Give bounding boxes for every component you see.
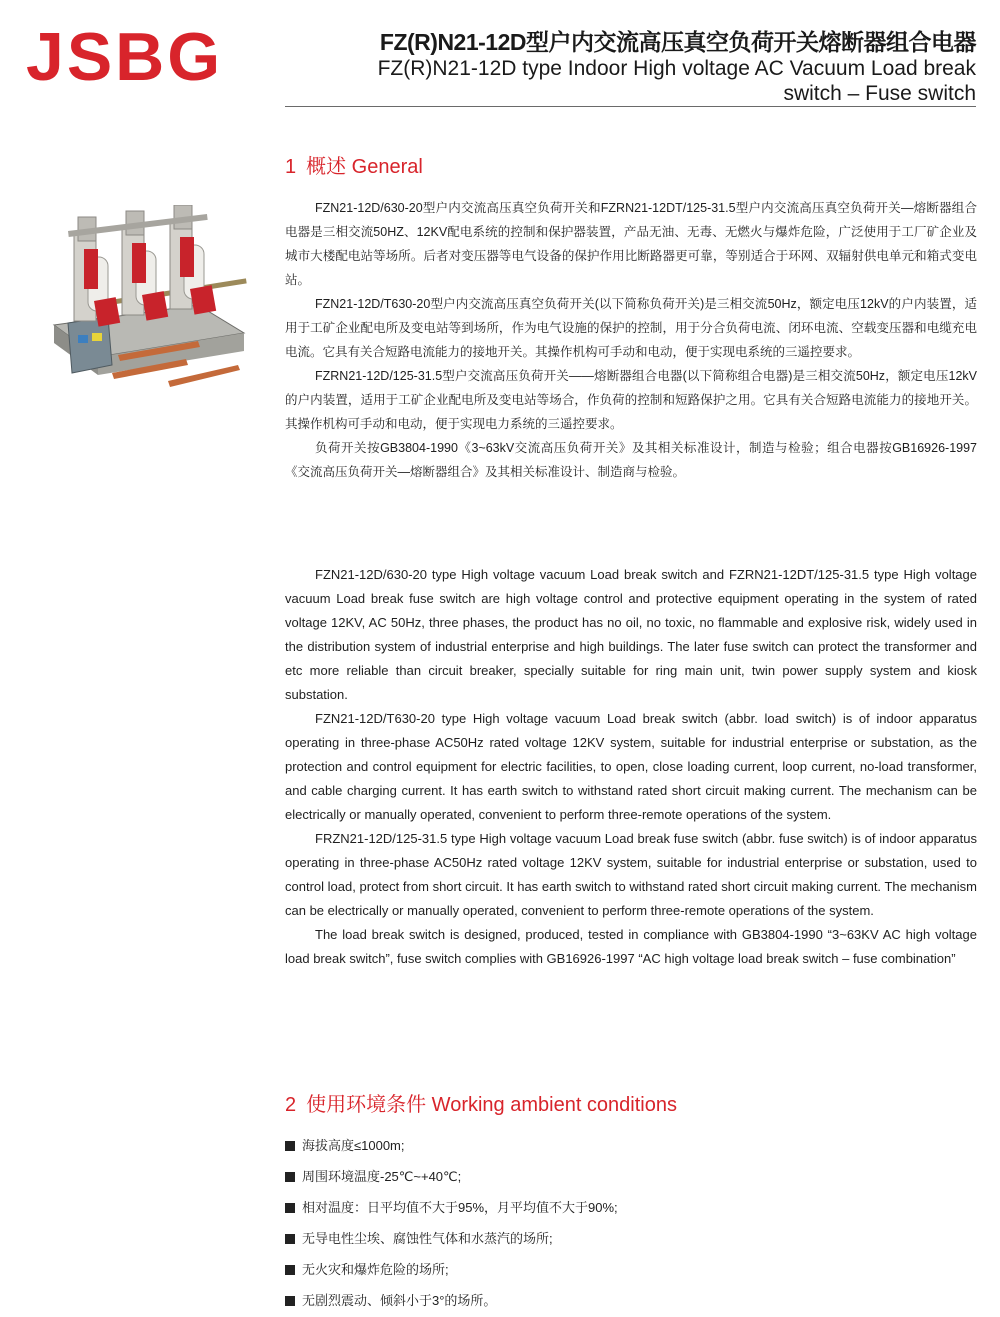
condition-text: 无导电性尘埃、腐蚀性气体和水蒸汽的场所; (302, 1231, 553, 1246)
condition-text: 相对温度：日平均值不大于95%，月平均值不大于90%; (302, 1200, 618, 1215)
square-bullet-icon (285, 1172, 295, 1182)
section-1-title: 概述 General (306, 156, 423, 178)
section-general (285, 154, 977, 180)
list-item (285, 1285, 977, 1316)
brand-logo: JSBG (26, 19, 224, 95)
title-english-line2: switch – Fuse switch (783, 82, 976, 105)
title-english-line1: FZ(R)N21-12D type Indoor High voltage AC Vacuum Load break (377, 57, 976, 80)
condition-text: 周围环境温度-25℃~+40℃; (302, 1169, 462, 1184)
paragraph-en: FZN21-12D/630-20 type High voltage vacuum Load break switch and FZRN21-12DT/125-31.5 type High voltage vacuum Load break fuse switch are high voltage control and protective equipment operating in the system of rated voltage 12KV, AC 50Hz, three phases, the product has no oil, no toxic, no flammable and explosive risk, widely used in the distribution system of industrial enterprise and high buildings. The later fuse switch can protect the transformer and etc more reliable than circuit breaker, specially suitable for ring main unit, twin power supply system and kiosk substation. (285, 567, 977, 702)
header-divider (285, 106, 976, 107)
paragraph-cn: 负荷开关按GB3804-1990《3~63kV交流高压负荷开关》及其相关标准设计，制造与检验；组合电器按GB16926-1997《交流高压负荷开关—熔断器组合》及其相关标准设计、制造商与检验。 (285, 441, 977, 479)
list-item (285, 1254, 977, 1285)
list-item (285, 1223, 977, 1254)
title-chinese: FZ(R)N21-12D型户内交流高压真空负荷开关熔断器组合电器 (379, 29, 976, 55)
section-2-heading (285, 1092, 977, 1118)
paragraph-cn: FZN21-12D/630-20型户内交流高压真空负荷开关和FZRN21-12DT/125-31.5型户内交流高压真空负荷开关—熔断器组合电器是三相交流50HZ、12KV配电系统的控制和保护器装置，产品无油、无毒、无燃火与爆炸危险，广泛使用于工厂矿企业及城市大楼配电站等场所。后者对变压器等电气设备的保护作用比断路器更可靠，等别适合于环网、双辐射供电单元和箱式变电站。 (285, 201, 977, 287)
product-photo (48, 205, 248, 397)
square-bullet-icon (285, 1234, 295, 1244)
square-bullet-icon (285, 1203, 295, 1213)
list-item (285, 1192, 977, 1223)
condition-text: 无火灾和爆炸危险的场所; (302, 1262, 449, 1277)
section-2-title: 使用环境条件 Working ambient conditions (306, 1094, 677, 1116)
condition-text: 无剧烈震动、倾斜小于3°的场所。 (302, 1293, 497, 1308)
section-1-number: 1 (285, 156, 297, 178)
section-2-number: 2 (285, 1094, 297, 1116)
list-item (285, 1130, 977, 1161)
section-conditions (285, 1092, 977, 1316)
general-chinese-text (285, 196, 977, 484)
paragraph-en: FRZN21-12D/125-31.5 type High voltage vacuum Load break fuse switch (abbr. fuse switch) is of indoor apparatus operating in three-phase AC50Hz rated voltage 12KV system, suitable for industrial enterprise or substation, used to control load, protect from short circuit. It has earth switch to withstand rated short circuit making current. The mechanism can be electrically or manually operated, convenient to perform three-remote operations of the system. (285, 831, 977, 918)
square-bullet-icon (285, 1296, 295, 1306)
conditions-list (285, 1130, 977, 1316)
list-item (285, 1161, 977, 1192)
section-1-heading (285, 154, 977, 180)
document-header (378, 28, 976, 106)
paragraph-en: The load break switch is designed, produced, tested in compliance with GB3804-1990 “3~63KV AC high voltage load break switch”, fuse switch complies with GB16926-1997 “AC high voltage load break switch – fuse combination” (285, 927, 977, 966)
condition-text: 海拔高度≤1000m; (302, 1138, 405, 1153)
paragraph-cn: FZRN21-12D/125-31.5型户交流高压负荷开关——熔断器组合电器(以下简称组合电器)是三相交流50Hz，额定电压12kV的户内装置，适用于工矿企业配电所及变电站等场合，作负荷的控制和短路保护之用。它具有关合短路电流能力的接地开关。其操作机构可手动和电动，便于实现电力系统的三遥控要求。 (285, 369, 977, 431)
paragraph-cn: FZN21-12D/T630-20型户内交流高压真空负荷开关(以下简称负荷开关)是三相交流50Hz，额定电压12kV的户内装置，适用于工矿企业配电所及变电站等到场所，作为电气设施的保护的控制，用于分合负荷电流、闭环电流、空载变压器和电缆充电电流。它具有关合短路电流能力的接地开关。其操作机构可手动和电动，便于实现电系统的三遥控要求。 (285, 297, 977, 359)
square-bullet-icon (285, 1265, 295, 1275)
paragraph-en: FZN21-12D/T630-20 type High voltage vacuum Load break switch (abbr. load switch) is of indoor apparatus operating in three-phase AC50Hz rated voltage 12KV system, suitable for industrial enterprise or substation, as the protection and control equipment for electric facilities, to open, close loading current, loop current, no-load transformer, and cable charging current. It has earth switch to withstand rated short circuit making current. The mechanism can be electrically or manually operated, convenient to perform three-remote operations of the system. (285, 711, 977, 822)
square-bullet-icon (285, 1141, 295, 1151)
general-english-text (285, 563, 977, 971)
